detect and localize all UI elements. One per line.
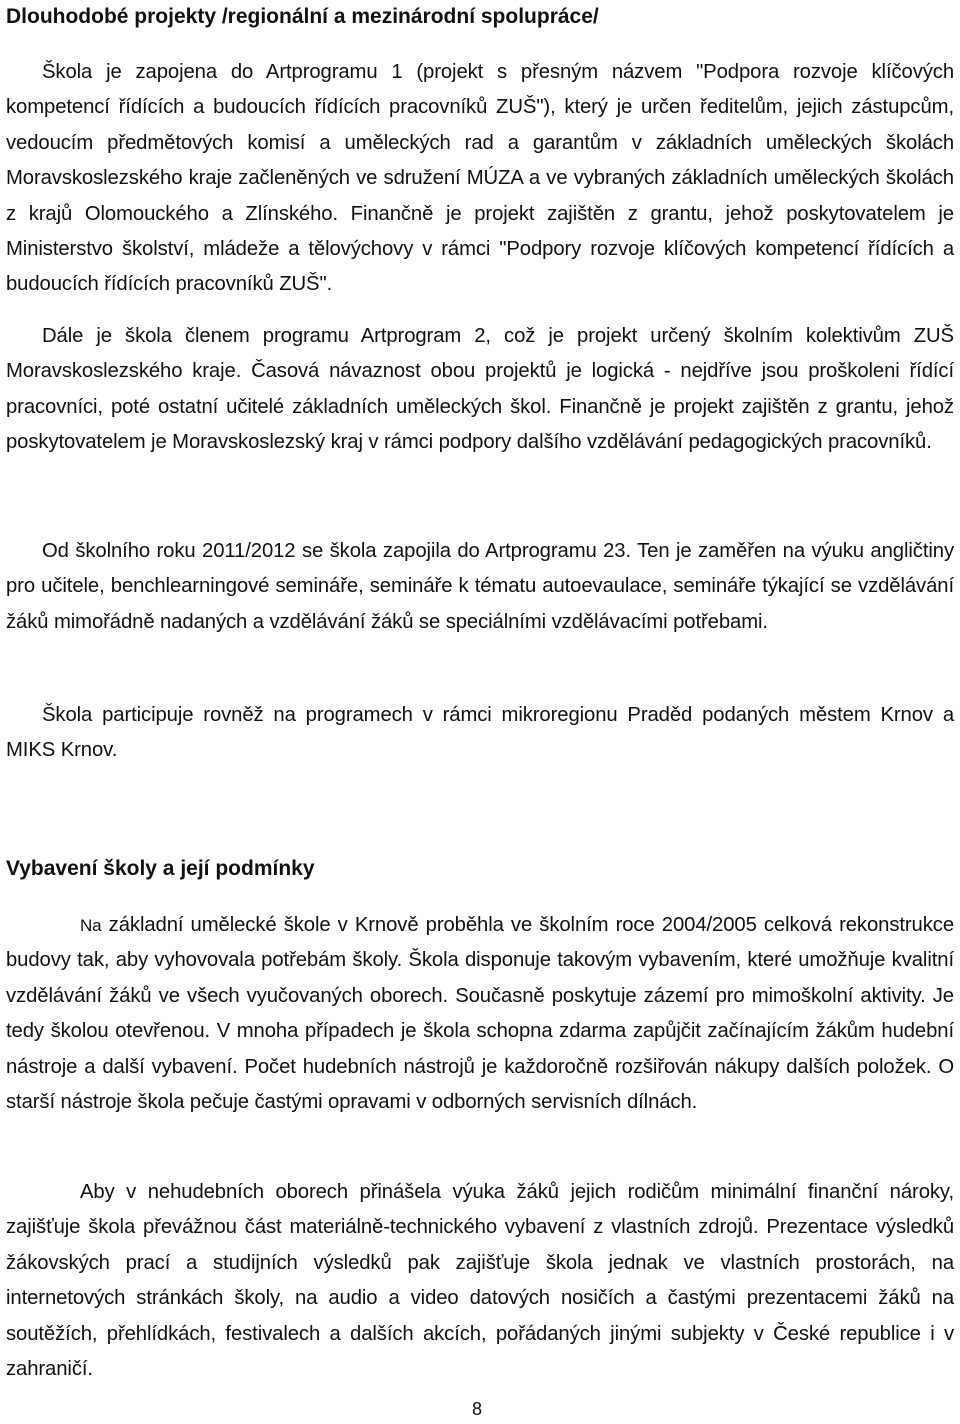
section-heading-equipment: Vybavení školy a její podmínky (6, 857, 315, 880)
paragraph-reconstruction (6, 908, 954, 1120)
section-heading-projects: Dlouhodobé projekty /regionální a mezinárodní spolupráce/ (6, 5, 599, 28)
paragraph-non-music-fields: Aby v nehudebních oborech přinášela výuka žáků jejich rodičům minimální finanční nároky, zajišťuje škola převážnou část materiálně-technického vybavení z vlastních zdrojů. Prezentace výsledků žákovských prací a studijních výsledků pak zajišťuje škola jednak ve vlastních prostorách, na internetových stránkách školy, na audio a video datových nosičích a častými prezentacemi žáků na soutěžích, přehlídkách, festivalech a dalších akcích, pořádaných jinými subjekty v České republice i v zahraničí. (6, 1181, 954, 1381)
page-number: 8 (472, 1399, 483, 1419)
paragraph-lead-word: Na (80, 916, 102, 935)
paragraph-artprogram-1: Škola je zapojena do Artprogramu 1 (projekt s přesným názvem "Podpora rozvoje klíčových kompetencí řídících a budoucích řídících pracovníků ZUŠ"), který je určen ředitelům, jejich zástupcům, vedoucím předmětových komisí a uměleckých rad a garantům v základních uměleckých školách Moravskoslezského kraje začleněných ve sdružení MÚZA a ve vybraných základních uměleckých školách z krajů Olomouckého a Zlínského. Finančně je projekt zajištěn z grantu, jehož poskytovatelem je Ministerstvo školství, mládeže a tělovýchovy v rámci "Podpory rozvoje klíčových kompetencí řídících a budoucích řídících pracovníků ZUŠ". (6, 61, 954, 296)
paragraph-artprogram-2: Dále je škola členem programu Artprogram 2, což je projekt určený školním kolektivům ZUŠ Moravskoslezského kraje. Časová návaznost obou projektů je logická - nejdříve jsou proškoleni řídící pracovníci, poté ostatní učitelé základních uměleckých škol. Finančně je projekt zajištěn z grantu, jehož poskytovatelem je Moravskoslezský kraj v rámci podpory dalšího vzdělávání pedagogických pracovníků. (6, 325, 954, 454)
paragraph-microregion: Škola participuje rovněž na programech v rámci mikroregionu Praděd podaných městem Krnov a MIKS Krnov. (6, 704, 954, 762)
paragraph-artprogram-23: Od školního roku 2011/2012 se škola zapojila do Artprogramu 23. Ten je zaměřen na výuku angličtiny pro učitele, benchlearningové semináře, semináře k tématu autoevaulace, semináře týkající se vzdělávání žáků mimořádně nadaných a vzdělávání žáků se speciálními vzdělávacími potřebami. (6, 540, 954, 633)
paragraph-reconstruction-text: základní umělecké škole v Krnově proběhla ve školním roce 2004/2005 celková rekonstrukce budovy tak, aby vyhovovala potřebám školy. Škola disponuje takovým vybavením, které umožňuje kvalitní vzdělávání žáků ve všech vyučovaných oborech. Současně poskytuje zázemí pro mimoškolní aktivity. Je tedy školou otevřenou. V mnoha případech je škola schopna zdarma zapůjčit začínajícím žákům hudební nástroje a další vybavení. Počet hudebních nástrojů je každoročně rozšiřován nákupy dalších položek. O starší nástroje škola pečuje častými opravami v odborných servisních dílnách. (6, 914, 954, 1114)
